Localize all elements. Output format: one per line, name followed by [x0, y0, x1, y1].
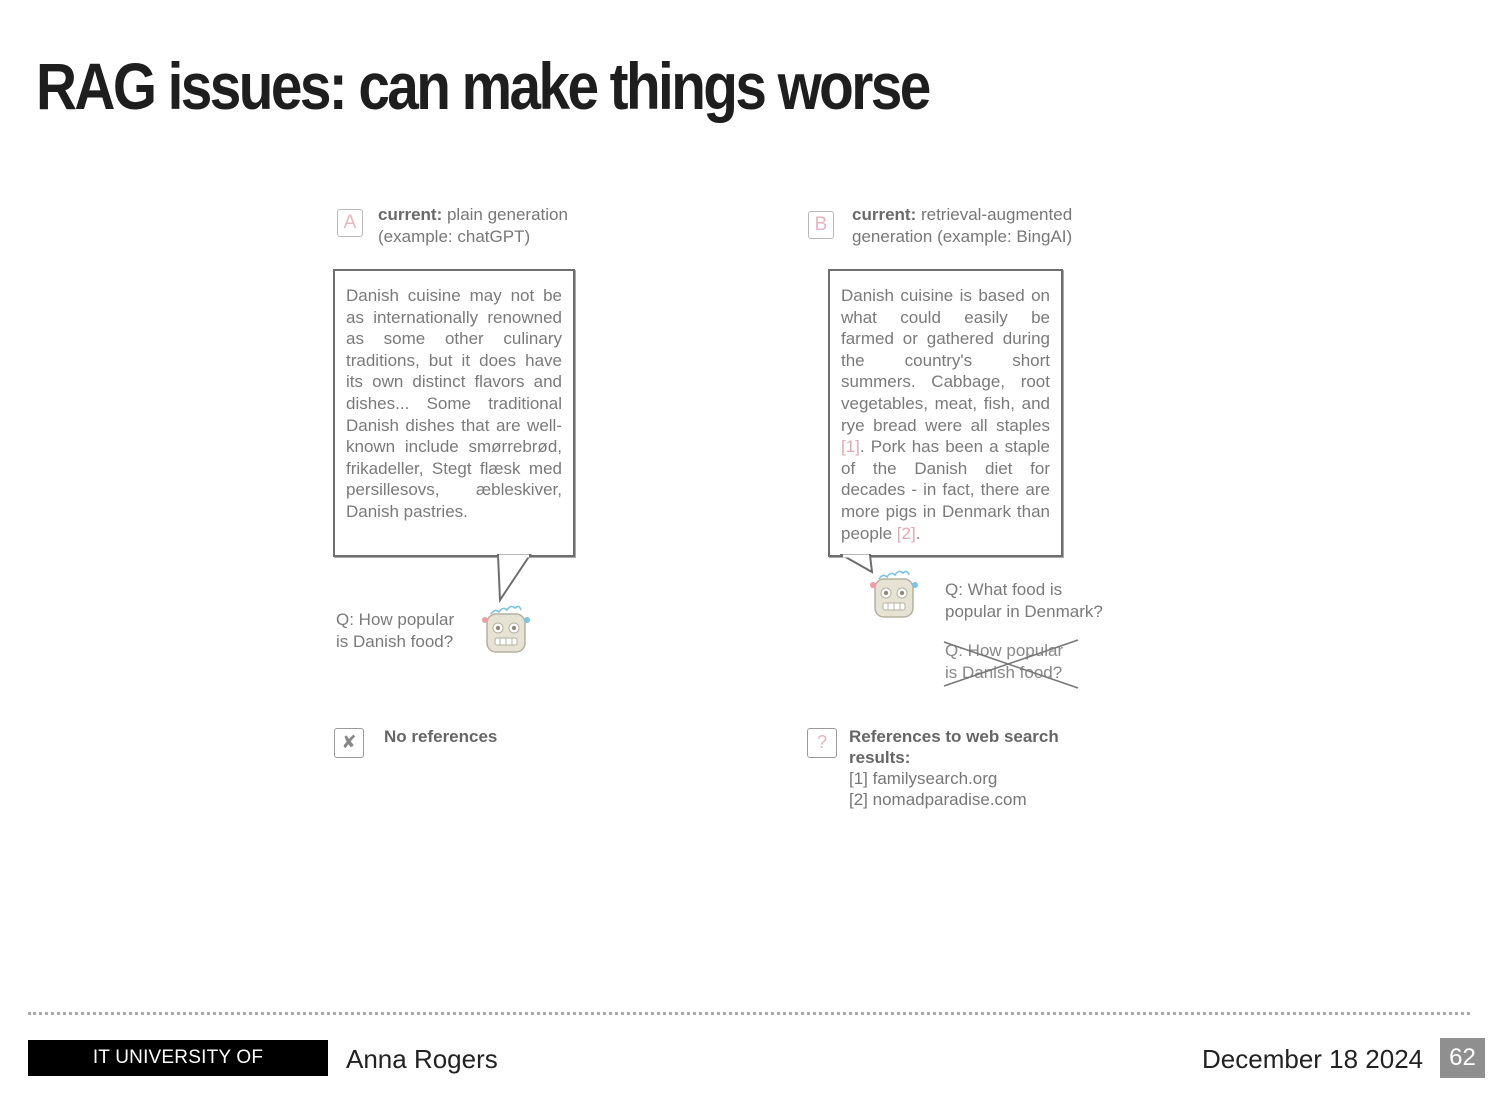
robot-icon [869, 569, 919, 621]
footer-date: December 18 2024 [1202, 1044, 1424, 1074]
panel-b-references-title-line2: results: [849, 748, 911, 767]
question-a-line2: is Danish food? [336, 632, 454, 651]
bubble-a-tail [490, 554, 540, 604]
question-a-line1: Q: How popular [336, 610, 455, 629]
footer-divider [28, 1012, 1470, 1015]
panel-a-header-bold: current: [378, 205, 443, 224]
strike-through-cross [940, 636, 1082, 692]
question-b-line1: Q: What food is [945, 580, 1063, 599]
reference-item: [2] nomadparadise.com [849, 790, 1027, 809]
question-b [945, 579, 1103, 623]
speech-bubble-b [828, 269, 1063, 557]
panel-a-header-line1: plain generation [442, 205, 568, 224]
panel-b-header-line1: retrieval-augmented [916, 205, 1073, 224]
bubble-a-text: Danish cuisine may not be as internationally renowned as some other culinary traditions, but it does have its own distinct flavors and dishes... Some traditional Danish dishes that are well-known include smørrebrød, frikadeller, Stegt flæsk med persillesovs, æbleskiver, Danish pastries. [346, 286, 562, 521]
reference-item: [1] familysearch.org [849, 769, 998, 788]
university-logo: IT UNIVERSITY OF COPENHAGEN [28, 1040, 328, 1076]
robot-icon [481, 604, 531, 656]
citation-2: [2] [896, 523, 916, 543]
citation-1: [1] [841, 437, 860, 457]
footer-author: Anna Rogers [346, 1044, 498, 1074]
panel-b-references [849, 726, 1059, 810]
bubble-b-text-part1: Danish cuisine is based on what could easily be farmed or gathered during the country's short summers. Cabbage, root vegetables, meat, fish, and rye bread were all staples [841, 286, 1050, 435]
panel-b-header-bold: current: [852, 205, 917, 224]
bubble-b-text-part2: . Pork has been a staple of the Danish diet for decades - in fact, there are more pigs in Denmark than people [841, 437, 1050, 543]
struck-question-line1: Q: How popular [945, 641, 1064, 660]
question-a [336, 609, 454, 653]
page-number: 62 [1440, 1038, 1485, 1078]
label-a-badge: A [337, 209, 363, 237]
slide-title: RAG issues: can make things worse [36, 49, 929, 123]
panel-a-references-title: No references [384, 727, 498, 746]
panel-a-header [378, 204, 568, 248]
panel-b-header [852, 204, 1072, 248]
panel-a-header-line2: (example: chatGPT) [378, 227, 531, 246]
question-icon: ? [807, 728, 837, 758]
panel-b-header-line2: generation (example: BingAI) [852, 227, 1073, 246]
struck-question-line2: is Danish food? [945, 663, 1063, 682]
cross-icon: ✘ [334, 728, 364, 758]
speech-bubble-a [333, 269, 575, 557]
label-b-badge: B [808, 211, 834, 239]
panel-b-references-title-line1: References to web search [849, 727, 1059, 746]
question-b-line2: popular in Denmark? [945, 602, 1103, 621]
bubble-b-text-part3: . [915, 523, 921, 543]
